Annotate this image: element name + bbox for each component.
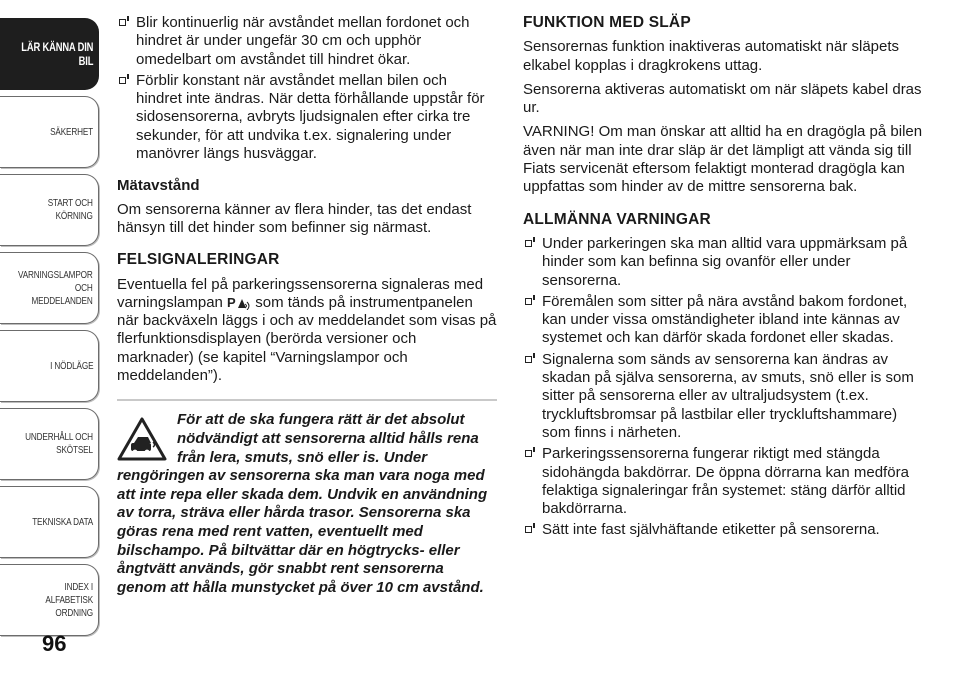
checkbox-bullet-icon	[525, 450, 532, 457]
section-title-matavstand: Mätavstånd	[117, 177, 200, 195]
checkbox-bullet-icon	[119, 19, 126, 26]
paragraph: VARNING! Om man önskar att alltid ha en dragögla på bilen även när man inte drar släp är det lämpligt att vända sig till Fiats servicenät eftersom felaktigt monterad dragögla kan uppfattas som hinder av de mittre sensorerna bak.	[523, 123, 923, 196]
checkbox-bullet-icon	[525, 356, 532, 363]
fel-text-part: Eventuella fel på parkeringssensorerna signaleras med varningslampan	[117, 275, 484, 311]
list-item	[523, 351, 923, 442]
divider	[117, 399, 497, 401]
tab-label: UNDERHÅLL OCH SKÖTSEL	[25, 431, 93, 456]
page-number: 96	[42, 631, 67, 656]
list-item-text: Blir kontinuerlig när avståndet mellan fordonet och hindret är under ungefär 30 cm och upphör omedelbart om avståndet till hindret ökar.	[136, 14, 470, 68]
parking-sensor-warning-icon	[227, 294, 251, 310]
list-item	[523, 521, 923, 539]
paragraph: Sensorernas funktion inaktiveras automatiskt när släpets elkabel kopplas i dragkrokens uttag.	[523, 38, 900, 74]
paragraph: Sensorerna aktiveras automatiskt om när släpets kabel dras ur.	[523, 80, 922, 117]
tab-index[interactable]	[0, 564, 99, 636]
section-title-allmanna-varningar: ALLMÄNNA VARNINGAR	[523, 210, 711, 228]
list-item-text: Parkeringssensorerna fungerar riktigt med stängda sidohängda bakdörrar. De öppna dörrarna kan medföra felaktiga signaleringar från systemet: stäng därför alltid bakdörrarna.	[542, 445, 909, 518]
tab-i-nodlage[interactable]	[0, 330, 99, 402]
list-item	[523, 235, 923, 290]
svg-text:P: P	[227, 294, 236, 310]
tab-label: I NÖDLÄGE	[49, 359, 93, 372]
tab-label: TEKNISKA DATA	[32, 515, 93, 528]
section-title-funktion-med-slap: FUNKTION MED SLÄP	[523, 14, 691, 31]
tab-sakerhet[interactable]	[0, 96, 99, 168]
warning-text: För att de ska fungera rätt är det absolut nödvändigt att sensorerna alltid hålls rena från lera, smuts, snö eller is. Under rengöringen av sensorerna ska man vara noga med att inte repa eller skada dem. Undvik en användning av torra, sträva eller hårda trasor. Sensorerna ska göras rena med rent vatten, eventuellt med bilschampo. På biltvättar där en högtrycks- eller ångtvätt används, gör snabbt rent sensorerna genom att hålla munstycket på över 10 cm avstånd.	[117, 411, 488, 596]
fel-text-part: som tänds på instrumentpanelen när backväxeln läggs i och av meddelandet som visas på flerfunktionsdisplayen (berörda versioner och marknader) (se kapitel “Varningslampor och meddelanden”).	[117, 293, 497, 385]
warning-box	[117, 411, 497, 597]
tab-label: VARNINGSLAMPOR OCH MEDDELANDEN	[18, 268, 93, 307]
section-title-felsignaleringar: FELSIGNALERINGAR	[117, 251, 280, 269]
tab-label: SÄKERHET	[50, 125, 93, 138]
tab-label: START OCH KÖRNING	[47, 197, 93, 222]
matavstand-text: Om sensorerna känner av flera hinder, tas det endast hänsyn till det hinder som befinner sig närmast.	[117, 200, 472, 236]
checkbox-bullet-icon	[119, 77, 126, 84]
felsignaleringar-text	[117, 276, 497, 386]
list-item	[117, 72, 497, 163]
right-column	[523, 14, 923, 543]
tab-tekniska-data[interactable]	[0, 486, 99, 558]
list-item	[117, 14, 497, 69]
tab-label: INDEX I ALFABETISK ORDNING	[45, 580, 93, 619]
warning-triangle-icon	[117, 417, 167, 461]
checkbox-bullet-icon	[525, 298, 532, 305]
tab-label: LÄR KÄNNA DIN BIL	[21, 40, 93, 68]
list-item	[523, 445, 923, 518]
tab-underhall-och-skotsel[interactable]	[0, 408, 99, 480]
tab-start-och-korning[interactable]	[0, 174, 99, 246]
list-item-text: Under parkeringen ska man alltid vara uppmärksam på hinder som kan befinna sig ovanför eller under sensorerna.	[542, 234, 908, 289]
tab-varningslampor[interactable]	[0, 252, 99, 324]
checkbox-bullet-icon	[525, 240, 532, 247]
list-item	[523, 293, 923, 348]
list-item-text: Signalerna som sänds av sensorerna kan ändras av skadan på själva sensorerna, av smuts, snö eller is som sitter på sensorerna eller av ultraljudsystem (t.ex. tryckluftsbromsar på lastbilar eller tryckluftshammare) som finns i närheten.	[542, 350, 914, 441]
checkbox-bullet-icon	[525, 526, 532, 533]
left-column	[117, 14, 497, 597]
list-item-text: Förblir konstant när avståndet mellan bilen och hindret inte ändras. När detta förhållande uppstår för sidosensorerna, avbryts ljudsignalen efter cirka tre sekunder, för att undvika t.ex. signalering under manövrer längs husväggar.	[136, 71, 485, 163]
list-item-text: Föremålen som sitter på nära avstånd bakom fordonet, kan under vissa omständigheter ibland inte kännas av systemet och kan därför skada fordonet eller skadas.	[542, 292, 908, 347]
tab-lar-kanna-din-bil[interactable]	[0, 18, 99, 90]
list-item-text: Sätt inte fast självhäftande etiketter på sensorerna.	[542, 521, 880, 539]
